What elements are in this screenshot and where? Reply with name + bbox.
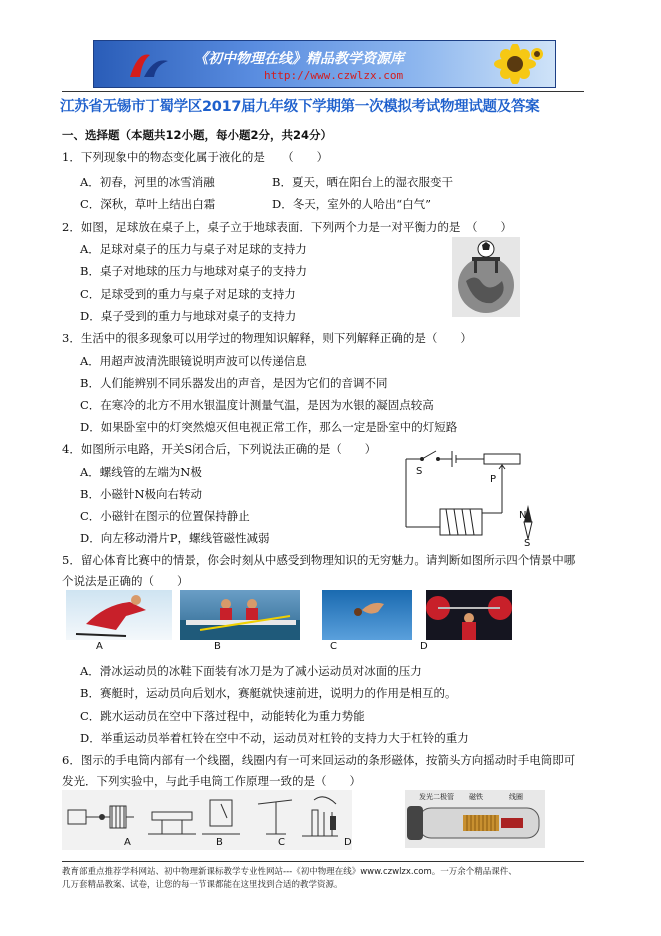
q5-option-a: A．滑冰运动员的冰鞋下面装有冰刀是为了减小运动员对冰面的压力 bbox=[80, 664, 422, 678]
q1-option-d: D．冬天，室外的人哈出“白气” bbox=[272, 197, 431, 211]
q5-label-a: A bbox=[96, 641, 103, 652]
q6-fig-label-led: 发光二极管 bbox=[419, 793, 454, 801]
q6-label-a: A bbox=[124, 837, 131, 848]
q5-label-b: B bbox=[214, 641, 221, 652]
q4-option-b: B．小磁针N极向右转动 bbox=[80, 487, 203, 501]
q4-fig-label-n: N bbox=[519, 510, 527, 521]
q3-option-c: C．在寒冷的北方不用水银温度计测量气温，是因为水银的凝固点较高 bbox=[80, 398, 434, 412]
q5-label-c: C bbox=[330, 641, 337, 652]
q5-label-d: D bbox=[420, 641, 428, 652]
q6-fig-label-coil: 线圈 bbox=[509, 793, 523, 801]
footer-line1: 教育部重点推荐学科网站、初中物理新课标教学专业性网站---《初中物理在线》www.czwlzx.com。一万余个精品课件、 bbox=[62, 867, 517, 877]
q1-option-c: C．深秋，草叶上结出白霜 bbox=[80, 197, 216, 211]
section-heading: 一、选择题（本题共12小题，每小题2分，共24分） bbox=[62, 128, 333, 142]
footer-line2: 几万套精品教案、试卷，让您的每一节课都能在这里找到合适的教学资源。 bbox=[62, 880, 343, 890]
q4-fig-label-s: S bbox=[416, 466, 423, 477]
q4-stem: 4．如图所示电路，开关S闭合后，下列说法正确的是（ ） bbox=[62, 442, 377, 456]
q5-option-d: D．举重运动员举着杠铃在空中不动，运动员对杠铃的支持力大于杠铃的重力 bbox=[80, 731, 469, 745]
q1-option-a: A．初春，河里的冰雪消融 bbox=[80, 175, 215, 189]
q5-option-b: B．赛艇时，运动员向后划水，赛艇就快速前进，说明力的作用是相互的。 bbox=[80, 686, 457, 700]
q5-photo-d-weightlifter bbox=[426, 590, 512, 640]
q6-label-c: C bbox=[278, 837, 285, 848]
q6-fig-label-magnet: 磁铁 bbox=[469, 793, 483, 801]
q5-stem-line2: 个说法是正确的（ ） bbox=[62, 574, 189, 588]
q5-photo-a-skater bbox=[66, 590, 172, 640]
q4-option-c: C．小磁针在图示的位置保持静止 bbox=[80, 509, 250, 523]
q2-option-a: A．足球对桌子的压力与桌子对足球的支持力 bbox=[80, 242, 307, 256]
q5-option-c: C．跳水运动员在空中下落过程中，动能转化为重力势能 bbox=[80, 709, 365, 723]
q4-fig-label-p: P bbox=[490, 474, 497, 485]
banner-url: http://www.czwlzx.com bbox=[264, 69, 404, 82]
banner-site-name: 《初中物理在线》精品教学资源库 bbox=[194, 51, 404, 67]
sunflower-icon bbox=[485, 44, 545, 84]
q4-circuit-figure bbox=[400, 447, 548, 547]
q2-stem: 2．如图，足球放在桌子上，桌子立于地球表面．下列两个力是一对平衡力的是 （ ） bbox=[62, 220, 513, 234]
q3-option-b: B．人们能辨别不同乐器发出的声音，是因为它们的音调不同 bbox=[80, 376, 388, 390]
q3-stem: 3．生活中的很多现象可以用学过的物理知识解释，则下列解释正确的是（ ） bbox=[62, 331, 472, 345]
header-rule bbox=[62, 91, 584, 92]
site-logo-icon bbox=[124, 47, 174, 83]
q6-experiment-figures bbox=[62, 790, 352, 850]
q5-photo-b-rowing bbox=[180, 590, 300, 640]
page-title: 江苏省无锡市丁蜀学区2017届九年级下学期第一次模拟考试物理试题及答案 bbox=[60, 99, 540, 115]
q6-stem-line2: 发光．下列实验中，与此手电筒工作原理一致的是（ ） bbox=[62, 774, 361, 788]
q3-option-a: A．用超声波清洗眼镜说明声波可以传递信息 bbox=[80, 354, 307, 368]
header-banner bbox=[93, 40, 556, 88]
q5-photo-c-diver bbox=[322, 590, 412, 640]
q6-label-b: B bbox=[216, 837, 223, 848]
q1-stem: 1．下列现象中的物态变化属于液化的是 （ ） bbox=[62, 150, 329, 164]
q3-option-d: D．如果卧室中的灯突然熄灭但电视正常工作，那么一定是卧室中的灯短路 bbox=[80, 420, 458, 434]
q4-option-d: D．向左移动滑片P，螺线管磁性减弱 bbox=[80, 531, 270, 545]
footer-rule bbox=[62, 861, 584, 862]
q4-option-a: A．螺线管的左端为N极 bbox=[80, 465, 202, 479]
q2-figure-ball-table-earth bbox=[452, 237, 520, 317]
q2-option-c: C．足球受到的重力与桌子对足球的支持力 bbox=[80, 287, 296, 301]
q6-label-d: D bbox=[344, 837, 352, 848]
q2-option-d: D．桌子受到的重力与地球对桌子的支持力 bbox=[80, 309, 297, 323]
q2-option-b: B．桌子对地球的压力与地球对桌子的支持力 bbox=[80, 264, 307, 278]
q1-option-b: B．夏天，晒在阳台上的湿衣服变干 bbox=[272, 175, 453, 189]
q6-flashlight-figure bbox=[405, 790, 545, 848]
q4-fig-label-s2: S bbox=[524, 538, 531, 549]
q5-stem-line1: 5．留心体育比赛中的情景，你会时刻从中感受到物理知识的无穷魅力。请判断如图所示四个情景中哪 bbox=[62, 553, 576, 567]
q6-stem-line1: 6．图示的手电筒内部有一个线圈，线圈内有一可来回运动的条形磁体，按箭头方向摇动时手电筒即可 bbox=[62, 753, 576, 767]
